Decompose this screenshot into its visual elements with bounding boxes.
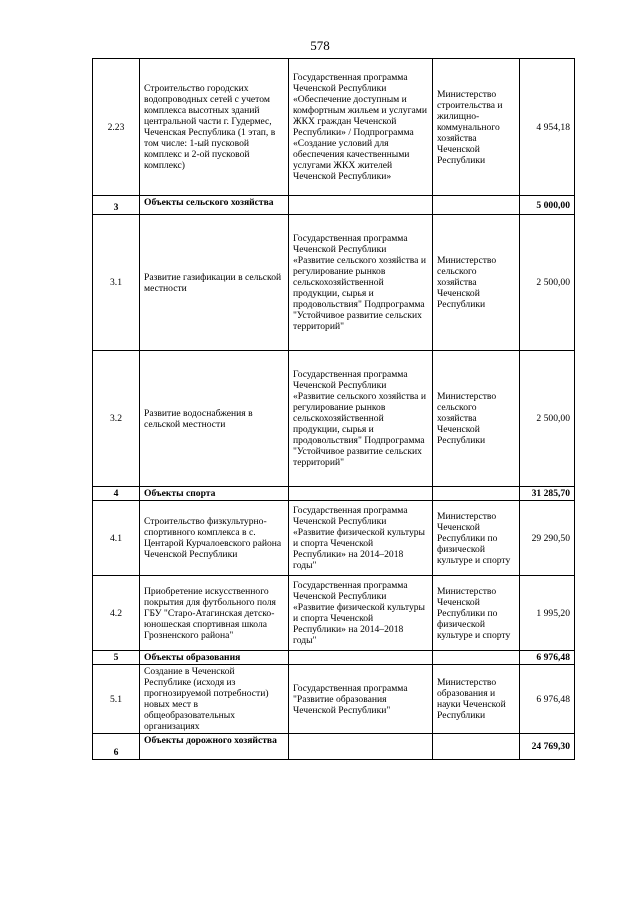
object-name-cell: Строительство физкультурно-спортивного комплекса в с. Центарой Курчалоевского района Чеченской Республики bbox=[140, 501, 289, 576]
table-row bbox=[93, 501, 575, 576]
table-row bbox=[93, 215, 575, 351]
row-number-cell: 5.1 bbox=[93, 665, 140, 734]
row-number-cell: 4.1 bbox=[93, 501, 140, 576]
amount-cell: 2 500,00 bbox=[520, 215, 575, 351]
amount-cell: 5 000,00 bbox=[520, 196, 575, 215]
amount-cell: 4 954,18 bbox=[520, 59, 575, 196]
object-name-cell: Объекты образования bbox=[140, 651, 289, 665]
ministry-cell bbox=[433, 734, 520, 760]
program-cell: Государственная программа "Развитие образования Чеченской Республики" bbox=[289, 665, 433, 734]
section-row bbox=[93, 651, 575, 665]
program-cell bbox=[289, 196, 433, 215]
ministry-cell bbox=[433, 487, 520, 501]
object-name-cell: Объекты дорожного хозяйства bbox=[140, 734, 289, 760]
object-name-cell: Объекты сельского хозяйства bbox=[140, 196, 289, 215]
row-number-cell: 3 bbox=[93, 196, 140, 215]
amount-cell: 29 290,50 bbox=[520, 501, 575, 576]
row-number-cell: 6 bbox=[93, 734, 140, 760]
program-cell: Государственная программа Чеченской Республики «Обеспечение доступным и комфортным жильем и услугами ЖКХ граждан Чеченской Республики» / Подпрограмма «Создание условий для обеспечения качественными услугами ЖКХ жителей Чеченской Республики» bbox=[289, 59, 433, 196]
ministry-cell: Министерство сельского хозяйства Чеченской Республики bbox=[433, 215, 520, 351]
row-number-cell: 4.2 bbox=[93, 576, 140, 651]
ministry-cell bbox=[433, 651, 520, 665]
section-row bbox=[93, 487, 575, 501]
program-cell bbox=[289, 734, 433, 760]
row-number-cell: 2.23 bbox=[93, 59, 140, 196]
row-number-cell: 4 bbox=[93, 487, 140, 501]
page-number: 578 bbox=[310, 38, 330, 53]
table-row bbox=[93, 576, 575, 651]
table-row bbox=[93, 59, 575, 196]
program-table bbox=[92, 58, 575, 760]
program-cell bbox=[289, 487, 433, 501]
table-row bbox=[93, 665, 575, 734]
amount-cell: 6 976,48 bbox=[520, 651, 575, 665]
row-number-cell: 3.1 bbox=[93, 215, 140, 351]
object-name-cell: Развитие газификации в сельской местности bbox=[140, 215, 289, 351]
section-row bbox=[93, 196, 575, 215]
amount-cell: 2 500,00 bbox=[520, 351, 575, 487]
ministry-cell: Министерство строительства и жилищно-коммунального хозяйства Чеченской Республики bbox=[433, 59, 520, 196]
ministry-cell: Министерство Чеченской Республики по физической культуре и спорту bbox=[433, 576, 520, 651]
ministry-cell: Министерство Чеченской Республики по физической культуре и спорту bbox=[433, 501, 520, 576]
row-number-cell: 3.2 bbox=[93, 351, 140, 487]
amount-cell: 24 769,30 bbox=[520, 734, 575, 760]
object-name-cell: Строительство городских водопроводных сетей с учетом комплекса высотных зданий центральной части г. Гудермес, Чеченская Республика (1 этап, в том числе: 1-ый пусковой комплекс и 2-ой пусковой комплекс) bbox=[140, 59, 289, 196]
program-cell: Государственная программа Чеченской Республики «Развитие физической культуры и спорта Чеченской Республики» на 2014–2018 годы" bbox=[289, 576, 433, 651]
ministry-cell: Министерство сельского хозяйства Чеченской Республики bbox=[433, 351, 520, 487]
amount-cell: 1 995,20 bbox=[520, 576, 575, 651]
ministry-cell: Министерство образования и науки Чеченской Республики bbox=[433, 665, 520, 734]
ministry-cell bbox=[433, 196, 520, 215]
row-number-cell: 5 bbox=[93, 651, 140, 665]
program-cell: Государственная программа Чеченской Республики «Развитие сельского хозяйства и регулирование рынков сельскохозяйственной продукции, сырья и продовольствия" Подпрограмма "Устойчивое развитие сельских территорий" bbox=[289, 351, 433, 487]
program-cell: Государственная программа Чеченской Республики «Развитие физической культуры и спорта Чеченской Республики» на 2014–2018 годы" bbox=[289, 501, 433, 576]
program-cell bbox=[289, 651, 433, 665]
object-name-cell: Развитие водоснабжения в сельской местности bbox=[140, 351, 289, 487]
table-row bbox=[93, 351, 575, 487]
object-name-cell: Приобретение искусственного покрытия для футбольного поля ГБУ "Старо-Атагинская детско-юношеская спортивная школа Грозненского района" bbox=[140, 576, 289, 651]
object-name-cell: Объекты спорта bbox=[140, 487, 289, 501]
object-name-cell: Создание в Чеченской Республике (исходя из прогнозируемой потребности) новых мест в общеобразовательных организациях bbox=[140, 665, 289, 734]
section-row bbox=[93, 734, 575, 760]
amount-cell: 31 285,70 bbox=[520, 487, 575, 501]
program-cell: Государственная программа Чеченской Республики «Развитие сельского хозяйства и регулирование рынков сельскохозяйственной продукции, сырья и продовольствия" Подпрограмма "Устойчивое развитие сельских территорий" bbox=[289, 215, 433, 351]
amount-cell: 6 976,48 bbox=[520, 665, 575, 734]
